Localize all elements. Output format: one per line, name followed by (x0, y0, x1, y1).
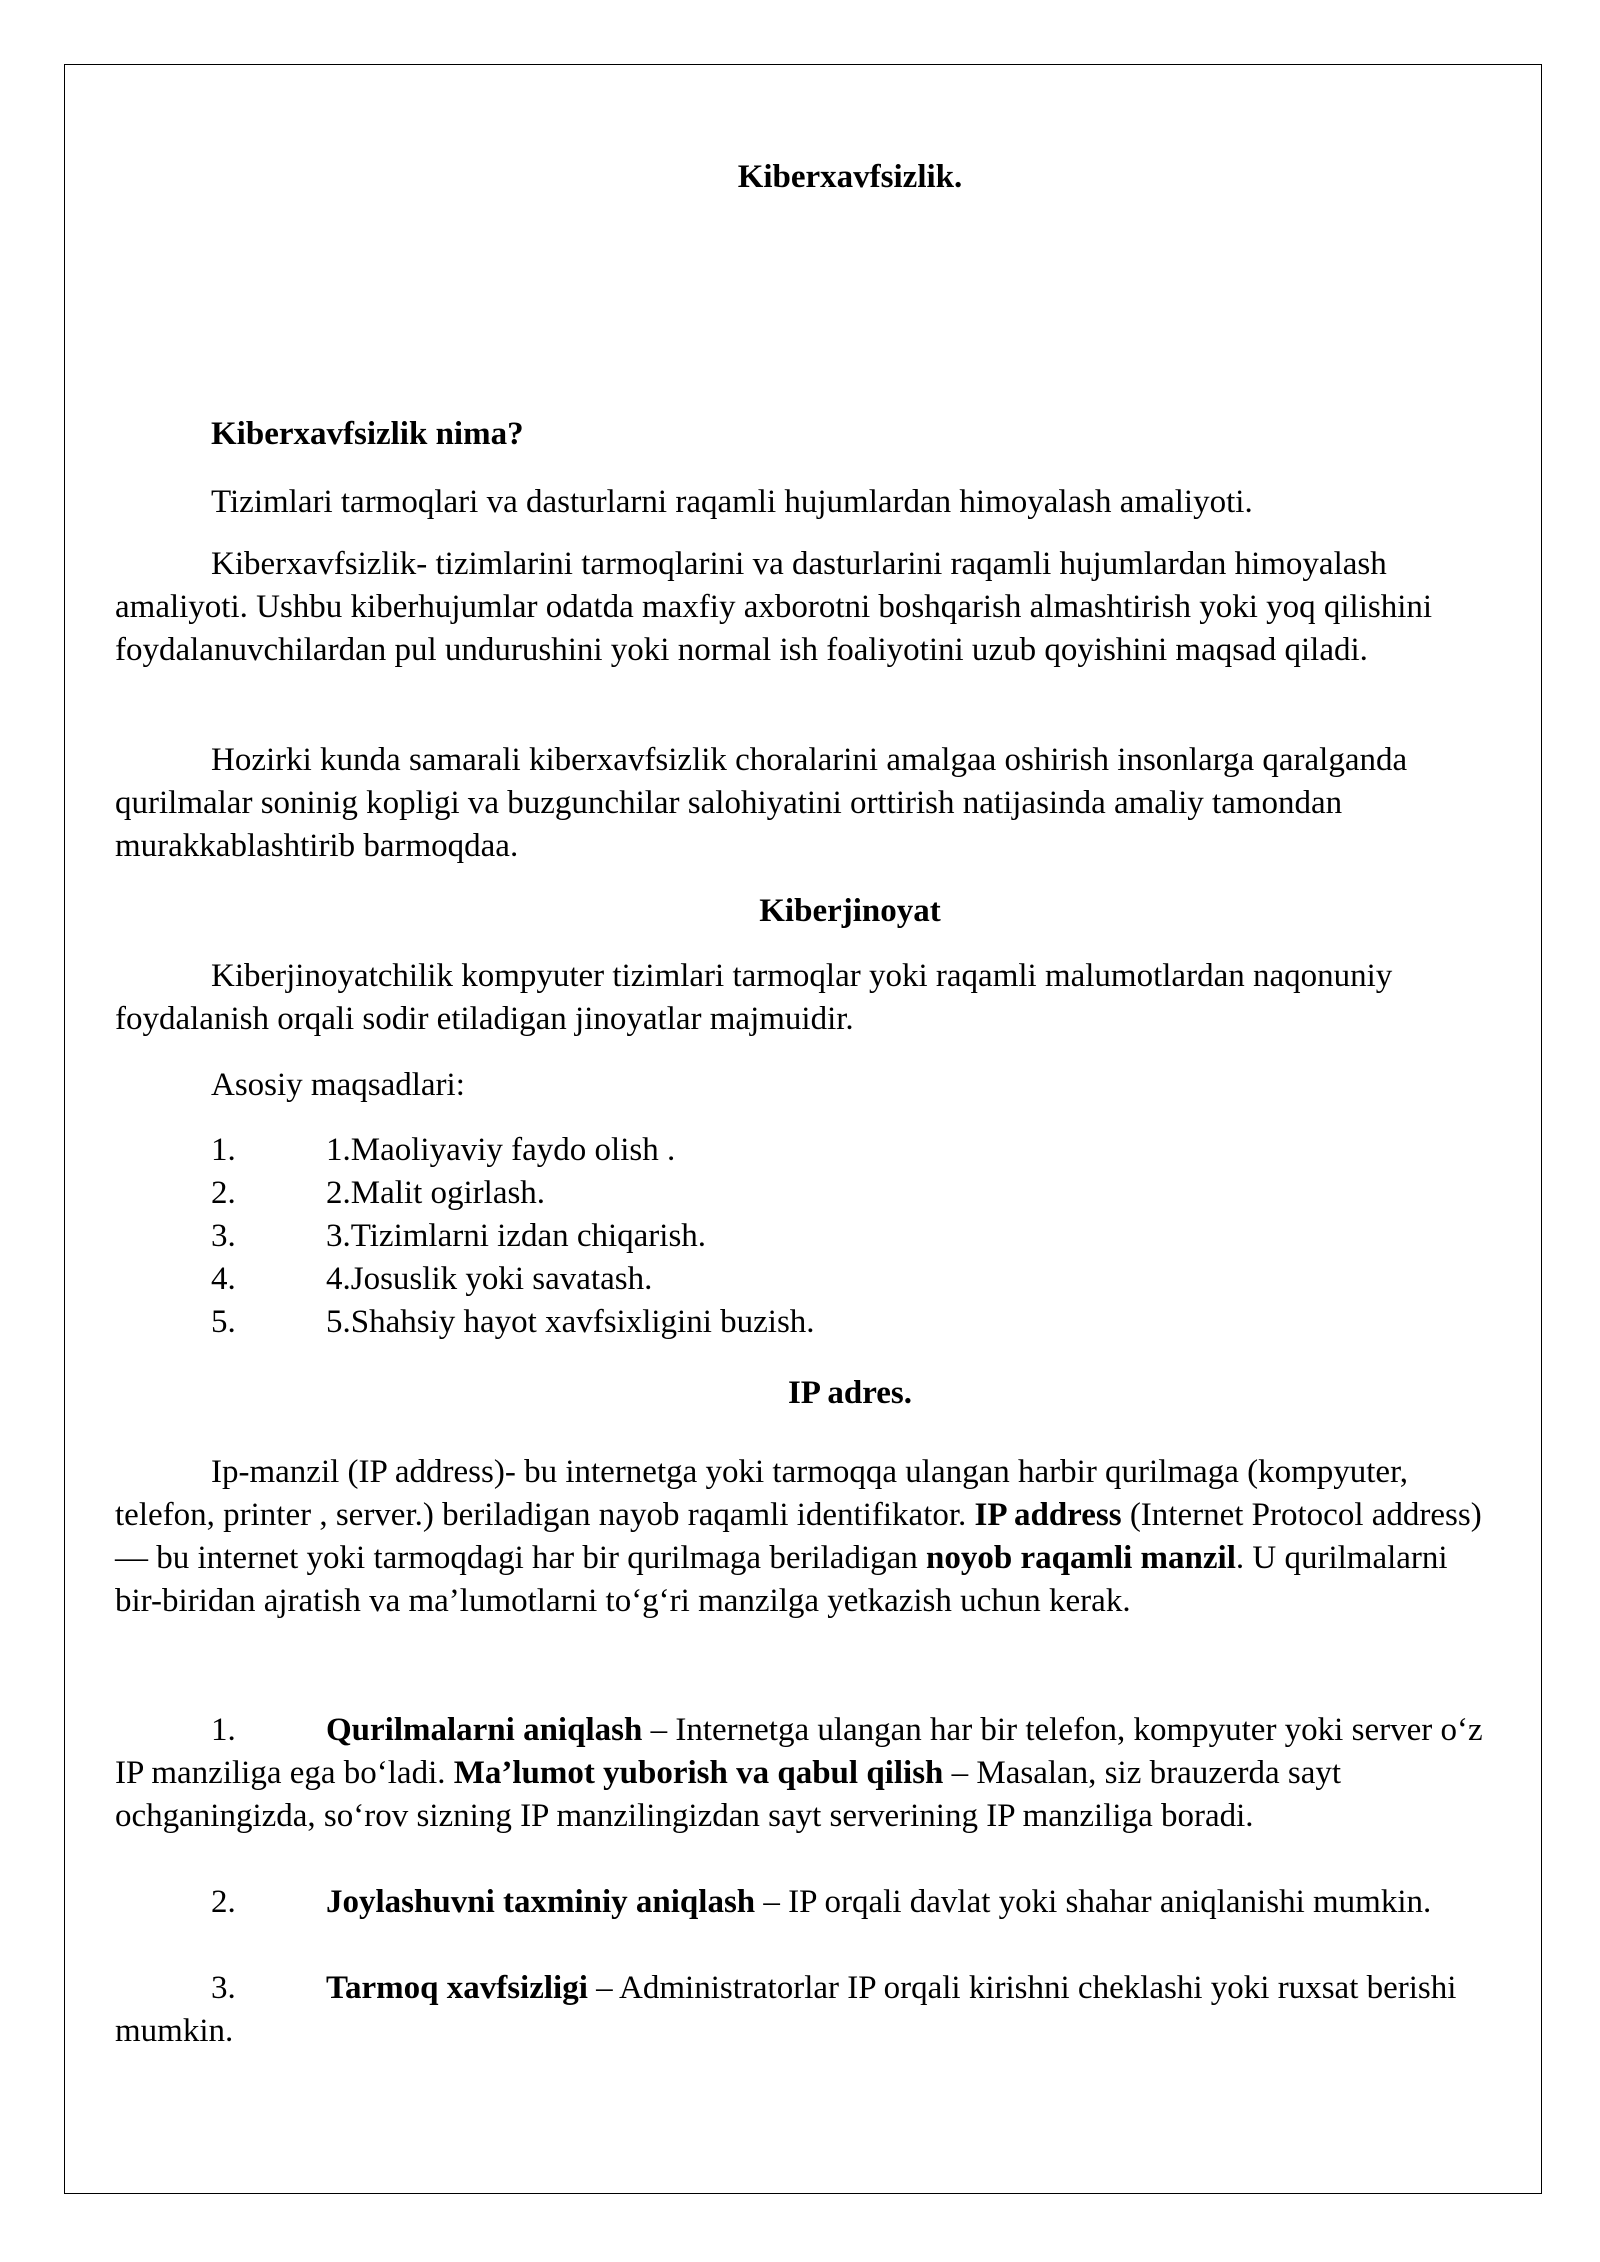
list-number: 5. (211, 1304, 236, 1340)
cybercrime-paragraph: Kiberjinoyatchilik kompyuter tizimlari tarmoqlar yoki raqamli malumotlardan naqonuniy foydalanish orqali sodir etiladigan jinoyatlar majmuidir. (115, 958, 1393, 1037)
list-item (211, 1129, 815, 1172)
item-number: 1. (211, 1712, 236, 1748)
item-text: – Administratorlar IP orqali kirishni cheklashi yoki ruxsat berishi mumkin. (115, 1970, 1457, 2049)
list-number: 1. (211, 1132, 236, 1168)
ip-item-2 (115, 1881, 1495, 1924)
list-number: 3. (211, 1218, 236, 1254)
list-item (211, 1215, 815, 1258)
document-title: Kiberxavfsizlik. (737, 159, 963, 195)
item-number: 3. (211, 1970, 236, 2006)
item-text-2: – Masalan, siz brauzerda sayt ochganingizda, so‘rov sizning IP manzilingizdan sayt serverining IP manziliga boradi. (115, 1755, 1342, 1834)
goals-list (211, 1129, 815, 1344)
list-number: 4. (211, 1261, 236, 1297)
cybersecurity-paragraph: Kiberxavfsizlik- tizimlarini tarmoqlarini va dasturlarini raqamli hujumlardan himoyalash amaliyoti. Ushbu kiberhujumlar odatda maxfiy axborotni boshqarish almashtirish yoki yoq qilishini foydalanuvchilardan pul undurushini yoki normal ish foaliyotini uzub qoyishini maqsad qiladi. (115, 546, 1433, 668)
list-text: 4.Josuslik yoki savatash. (326, 1261, 653, 1297)
ip-item-1 (115, 1709, 1495, 1838)
list-text: 5.Shahsiy hayot xavfsixligini buzish. (326, 1304, 815, 1340)
ip-text-1: Ip-manzil (IP address)- bu internetga yoki tarmoqqa ulangan harbir qurilmaga (kompyuter, telefon, printer , server.) beriladigan nayob raqamli identifikator. (115, 1454, 1408, 1533)
item-text: – Internetga ulangan har bir telefon, kompyuter yoki server o‘z IP manziliga ega bo‘ladi. (115, 1712, 1483, 1791)
section-heading-what-is: Kiberxavfsizlik nima? (211, 416, 524, 452)
list-item (211, 1258, 815, 1301)
item-term: Joylashuvni taxminiy aniqlash (326, 1884, 756, 1920)
current-state-paragraph: Hozirki kunda samarali kiberxavfsizlik choralarini amalgaa oshirish insonlarga qaralganda qurilmalar soninig kopligi va buzgunchilar salohiyatini orttirish natijasinda amaliy tamondan murakkablashtirib barmoqdaa. (115, 742, 1408, 864)
list-item (211, 1172, 815, 1215)
list-text: 3.Tizimlarni izdan chiqarish. (326, 1218, 707, 1254)
list-number: 2. (211, 1175, 236, 1211)
item-term: Qurilmalarni aniqlash (326, 1712, 643, 1748)
ip-address-term: IP address (974, 1497, 1122, 1533)
ip-address-paragraph (115, 1451, 1495, 1623)
section-heading-ip-address: IP adres. (787, 1375, 913, 1411)
goals-label: Asosiy maqsadlari: (211, 1067, 465, 1103)
list-item (211, 1301, 815, 1344)
section-heading-cybercrime: Kiberjinoyat (759, 893, 941, 929)
item-term: Tarmoq xavfsizligi (326, 1970, 588, 2006)
list-text: 2.Malit ogirlash. (326, 1175, 546, 1211)
item-term-2: Ma’lumot yuborish va qabul qilish (453, 1755, 944, 1791)
ip-text-2: (Internet Protocol address) — bu internet yoki tarmoqdagi har bir qurilmaga beriladigan (115, 1497, 1482, 1576)
item-text: – IP orqali davlat yoki shahar aniqlanishi mumkin. (755, 1884, 1432, 1920)
ip-text-3: . U qurilmalarni bir-biridan ajratish va ma’lumotlarni to‘g‘ri manzilga yetkazish uchun kerak. (115, 1540, 1448, 1619)
ip-item-3 (115, 1967, 1495, 2053)
list-text: 1.Maoliyaviy faydo olish . (326, 1132, 676, 1168)
unique-address-term: noyob raqamli manzil (926, 1540, 1236, 1576)
definition-paragraph: Tizimlari tarmoqlari va dasturlarni raqamli hujumlardan himoyalash amaliyoti. (211, 484, 1253, 520)
item-number: 2. (211, 1884, 236, 1920)
